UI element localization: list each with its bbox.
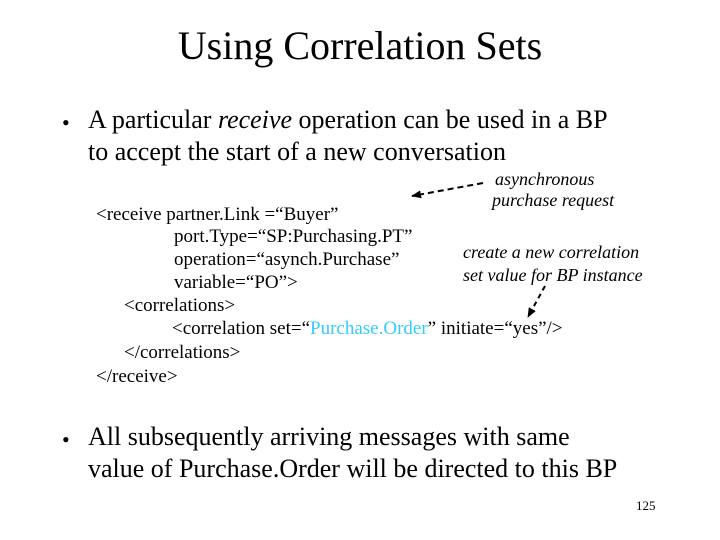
bullet-marker: • — [62, 110, 70, 135]
code-line-1: <receive partner.Link =“Buyer” — [96, 204, 339, 225]
bullet-2-line-1: All subsequently arriving messages with same — [88, 422, 570, 451]
slide-title: Using Correlation Sets — [177, 23, 543, 68]
code-line-6 — [172, 318, 563, 340]
arrow-to-correlation-set — [528, 286, 545, 317]
code-line-4: variable=“PO”> — [174, 272, 298, 293]
note-asynchronous-line-2: purchase request — [492, 190, 615, 210]
correlation-set-name: Purchase.Order — [310, 318, 428, 339]
bullet-1-text-emphasis: receive — [217, 105, 293, 134]
code-line-2: port.Type=“SP:Purchasing.PT” — [174, 226, 413, 247]
code-line-8: </receive> — [96, 366, 178, 387]
bullet-2-line-2: value of Purchase.Order will be directed to this BP — [88, 454, 618, 483]
arrow-to-receive — [412, 183, 483, 196]
code-line-6-pre: <correlation set=“ — [172, 318, 311, 339]
code-line-3: operation=“asynch.Purchase” — [174, 249, 400, 270]
bullet-marker: • — [62, 427, 70, 452]
note-asynchronous-line-1: asynchronous — [495, 169, 595, 189]
bullet-1-text-pre: A particular — [88, 105, 218, 134]
code-line-7: </correlations> — [124, 342, 241, 363]
code-line-5: <correlations> — [124, 295, 236, 316]
page-number: 125 — [636, 498, 656, 513]
code-line-6-post: ” initiate=“yes”/> — [427, 318, 563, 339]
note-correlation-line-2: set value for BP instance — [463, 265, 643, 285]
note-correlation-line-1: create a new correlation — [463, 242, 640, 262]
bullet-1-text-post: operation can be used in a BP — [292, 105, 608, 134]
bullet-1-line-2: to accept the start of a new conversation — [88, 137, 506, 166]
bullet-1-line-1 — [88, 105, 608, 135]
